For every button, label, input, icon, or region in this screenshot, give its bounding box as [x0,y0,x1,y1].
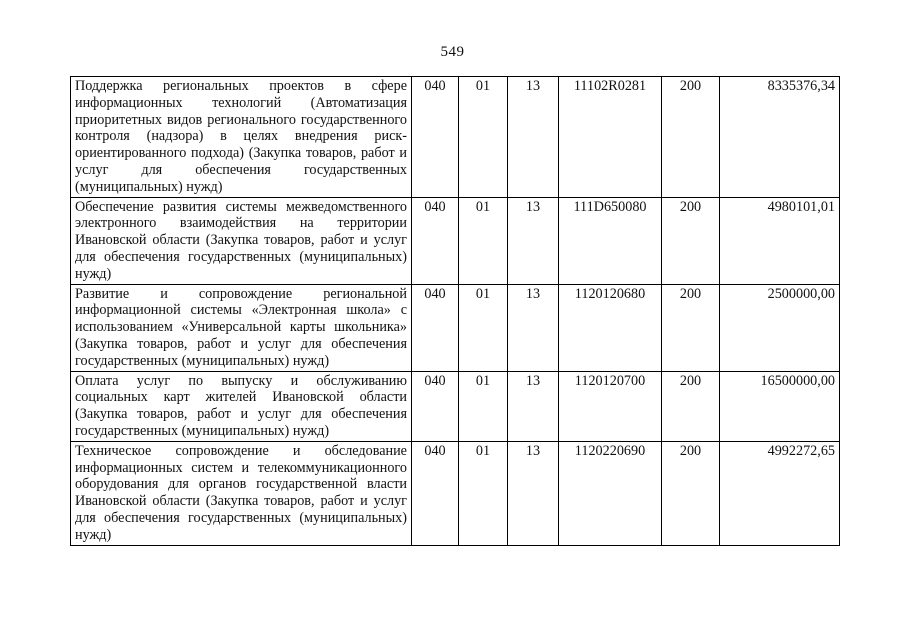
section-cell: 01 [459,284,508,371]
row-description: Техническое сопровождение и обследование информационных систем и телекоммуникационного оборудования для органов государственной власти Ивановской области (Закупка товаров, работ и услуг для обеспечения государственных (муниципальных) нужд) [71,441,412,545]
table-row [71,77,840,198]
table-row [71,284,840,371]
amount-cell: 8335376,34 [720,77,840,198]
target-article-cell: 1120120700 [559,371,662,441]
gov-code-cell: 040 [412,371,459,441]
page-number: 549 [440,44,465,60]
subsection-cell: 13 [508,284,559,371]
amount-cell: 4980101,01 [720,197,840,284]
section-cell: 01 [459,197,508,284]
subsection-cell: 13 [508,441,559,545]
row-description: Развитие и сопровождение региональной информационной системы «Электронная школа» с использованием «Универсальной карты школьника» (Закупка товаров, работ и услуг для обеспечения государственных (муниципальных) нужд) [71,284,412,371]
gov-code-cell: 040 [412,197,459,284]
expense-type-cell: 200 [662,284,720,371]
expense-type-cell: 200 [662,197,720,284]
expense-type-cell: 200 [662,441,720,545]
gov-code-cell: 040 [412,441,459,545]
row-description: Оплата услуг по выпуску и обслуживанию социальных карт жителей Ивановской области (Закупка товаров, работ и услуг для обеспечения государственных (муниципальных) нужд) [71,371,412,441]
expense-type-cell: 200 [662,77,720,198]
budget-table [70,76,840,546]
target-article-cell: 1120120680 [559,284,662,371]
gov-code-cell: 040 [412,284,459,371]
section-cell: 01 [459,77,508,198]
amount-cell: 2500000,00 [720,284,840,371]
table-row [71,371,840,441]
section-cell: 01 [459,371,508,441]
row-description: Обеспечение развития системы межведомственного электронного взаимодействия на территории Ивановской области (Закупка товаров, работ и услуг для обеспечения государственных (муниципальных) нужд) [71,197,412,284]
target-article-cell: 1120220690 [559,441,662,545]
table-row [71,197,840,284]
subsection-cell: 13 [508,197,559,284]
section-cell: 01 [459,441,508,545]
gov-code-cell: 040 [412,77,459,198]
subsection-cell: 13 [508,371,559,441]
amount-cell: 16500000,00 [720,371,840,441]
expense-type-cell: 200 [662,371,720,441]
amount-cell: 4992272,65 [720,441,840,545]
target-article-cell: 111D650080 [559,197,662,284]
subsection-cell: 13 [508,77,559,198]
row-description: Поддержка региональных проектов в сфере информационных технологий (Автоматизация приоритетных видов регионального государственного контроля (надзора) в целях внедрения риск-ориентированного подхода) (Закупка товаров, работ и услуг для обеспечения государственных (муниципальных) нужд) [71,77,412,198]
target-article-cell: 11102R0281 [559,77,662,198]
table-row [71,441,840,545]
